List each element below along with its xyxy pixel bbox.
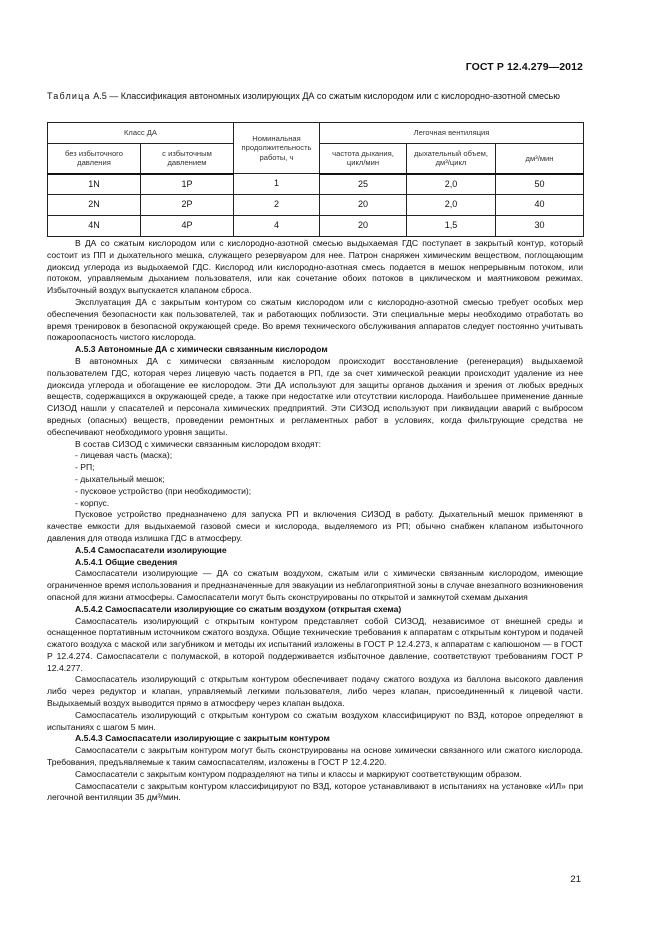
paragraph: Эксплуатация ДА с закрытым контуром со сжатым кислородом или с кислородно-азотной смесью требует особых мер обеспечения безопасности как пользователей, так и работающих поблизости. Эти специальные меры необходимо отработать во время тренировок в безопасной окружающей среде. Во время технического обслуживания аппаратов следует постоянно учитывать пожароопасность чистого кислорода. xyxy=(47,296,583,343)
paragraph: Пусковое устройство предназначено для запуска РП и включения СИЗОД в работу. Дыхательный мешок применяют в качестве емкости для выдыхаемой газовой смеси и кислорода, выделяемого из РП; обычно снабжен клапаном избыточного давления для отвода излишка ГДС в атмосферу. xyxy=(47,509,583,543)
header-ventilation-group: Легочная вентиляция xyxy=(320,123,584,144)
header-duration: Номинальная продолжительность работы, ч xyxy=(234,123,320,174)
cell-duration: 1 xyxy=(234,174,320,195)
cell-frequency: 20 xyxy=(320,216,407,237)
paragraph: В состав СИЗОД с химически связанным кислородом входят: xyxy=(75,438,321,449)
cell-class-n: 1N xyxy=(48,174,141,195)
table-row xyxy=(48,174,584,195)
table-row xyxy=(48,216,584,237)
cell-volume: 1,5 xyxy=(407,216,496,237)
section-heading: А.5.4.2 Самоспасатели изолирующие со сжатым воздухом (открытая схема) xyxy=(75,603,402,614)
header-breath-volume: дыхательный объем, дм³/цикл xyxy=(407,144,496,174)
section-heading: А.5.3 Автономные ДА с химически связанным кислородом xyxy=(75,344,328,355)
cell-volume: 2,0 xyxy=(407,174,496,195)
table-caption-text: А.5 — Классификация автономных изолирующих ДА со сжатым кислородом или с кислородно-азотной смесью xyxy=(93,91,560,101)
list-item: - РП; xyxy=(75,462,95,473)
header-no-excess-pressure: без избыточного давления xyxy=(48,144,141,174)
table-caption xyxy=(47,91,587,103)
list-item: - корпус. xyxy=(75,497,110,508)
paragraph: Самоспасатели с закрытым контуром классифицируют по ВЗД, которое устанавливают в испытаниях на установке «ИЛ» при легочной вентиляции 35 дм³/мин. xyxy=(47,780,583,803)
cell-class-n: 2N xyxy=(48,195,141,216)
paragraph: В ДА со сжатым кислородом или с кислородно-азотной смесью выдыхаемая ГДС поступает в закрытый контур, который состоит из ПП и дыхательного мешка, служащего резервуаром для нее. Патрон снаряжен химическим веществом, поглощающим диоксид углерода из выдыхаемой ГДС. Кислород или кислородно-азотная смесь подается в мешок непрерывным потоком, или потоком, управляемым дыханием пользователя, или как сочетание обоих потоков в циклическом и маятниковом режимах. Избыточный воздух выпускается клапаном сброса. xyxy=(47,238,583,296)
header-class-group: Класс ДА xyxy=(48,123,234,144)
section-heading: А.5.4.1 Общие сведения xyxy=(75,556,178,567)
page-number: 21 xyxy=(570,874,581,885)
cell-dm-per-min: 40 xyxy=(496,195,584,216)
cell-frequency: 25 xyxy=(320,174,407,195)
document-code: ГОСТ Р 12.4.279—2012 xyxy=(465,61,583,73)
body-text xyxy=(47,238,583,804)
paragraph: В автономных ДА с химически связанным кислородом происходит восстановление (регенерация) выдыхаемой пользователем ГДС, которая через лицевую часть подается в РП, где за счет химической реакции происходит удаление из нее диоксида углерода и обогащение ее кислородом. Эти ДА используют для защиты органов дыхания и зрения от любых вредных веществ, содержащихся в окружающей среде, а также при недостатке или отсутствии кислорода. Наибольшее применение данные СИЗОД нашли у спасателей и персонала химических предприятий. Эти СИЗОД используют при ликвидации аварий с выбросом вредных (опасных) веществ, проведении ремонтных и регламентных работ в условиях, когда фильтрующие средства не обеспечивают необходимого уровня защиты. xyxy=(47,355,583,437)
table-caption-label: Таблица xyxy=(47,91,91,101)
cell-class-p: 4P xyxy=(141,216,234,237)
paragraph: Самоспасатель изолирующий с открытым контуром со сжатым воздухом классифицируют по ВЗД, которое определяют в испытаниях с шагом 5 мин. xyxy=(47,709,583,732)
section-heading: А.5.4.3 Самоспасатели изолирующие с закрытым контуром xyxy=(75,733,330,744)
cell-dm-per-min: 50 xyxy=(496,174,584,195)
cell-class-n: 4N xyxy=(48,216,141,237)
paragraph: Самоспасатели изолирующие — ДА со сжатым воздухом, сжатым или с химически связанным кислородом, имеющие ограниченное время использования и предназначенные для эвакуации из неблагоприятной зоны в случае внезапного возникновения опасной для жизни атмосферы. Самоспасатели могут быть сконструированы по открытой и замкнутой схемам дыхания xyxy=(47,568,583,602)
classification-table xyxy=(47,122,584,237)
header-breath-frequency: частота дыхания, цикл/мин xyxy=(320,144,407,174)
cell-class-p: 2P xyxy=(141,195,234,216)
header-excess-pressure: с избыточным давлением xyxy=(141,144,234,174)
section-heading: А.5.4 Самоспасатели изолирующие xyxy=(75,544,227,555)
list-item: - дыхательный мешок; xyxy=(75,473,165,484)
cell-frequency: 20 xyxy=(320,195,407,216)
cell-volume: 2,0 xyxy=(407,195,496,216)
paragraph: Самоспасатель изолирующий с открытым контуром обеспечивает подачу сжатого воздуха из баллона высокого давления либо через редуктор и клапан, управляемый легкими пользователя, либо через клапан, присоединенный к лицевой части. Выдыхаемый воздух выводится прямо в атмосферу через клапан выдоха. xyxy=(47,674,583,709)
list-item: - лицевая часть (маска); xyxy=(75,450,173,461)
cell-class-p: 1P xyxy=(141,174,234,195)
list-item: - пусковое устройство (при необходимости); xyxy=(75,485,252,496)
paragraph: Самоспасатели с закрытым контуром подразделяют на типы и классы и маркируют соответствующим образом. xyxy=(75,768,522,779)
paragraph: Самоспасатели с закрытым контуром могут быть сконструированы на основе химически связанного или сжатого кислорода. Требования, предъявляемые к таким самоспасателям, изложены в ГОСТ Р 12.4.220. xyxy=(47,745,583,768)
table-row xyxy=(48,195,584,216)
header-dm-per-min: дм³/мин xyxy=(496,144,584,174)
paragraph: Самоспасатель изолирующий с открытым контуром представляет собой СИЗОД, независимое от внешней среды и оснащенное портативным источником сжатого воздуха. Общие технические требования к аппаратам с открытым контуром и подачей сжатого воздуха с маской или загубником и методы их испытаний изложены в ГОСТ Р 12.4.273, к аппаратам с капюшоном — в ГОСТ Р 12.4.274. Самоспасатели с полумаской, в которой поддерживается избыточное давление, соответствуют требованиям ГОСТ Р 12.4.277. xyxy=(47,615,583,673)
cell-dm-per-min: 30 xyxy=(496,216,584,237)
cell-duration: 4 xyxy=(234,216,320,237)
cell-duration: 2 xyxy=(234,195,320,216)
